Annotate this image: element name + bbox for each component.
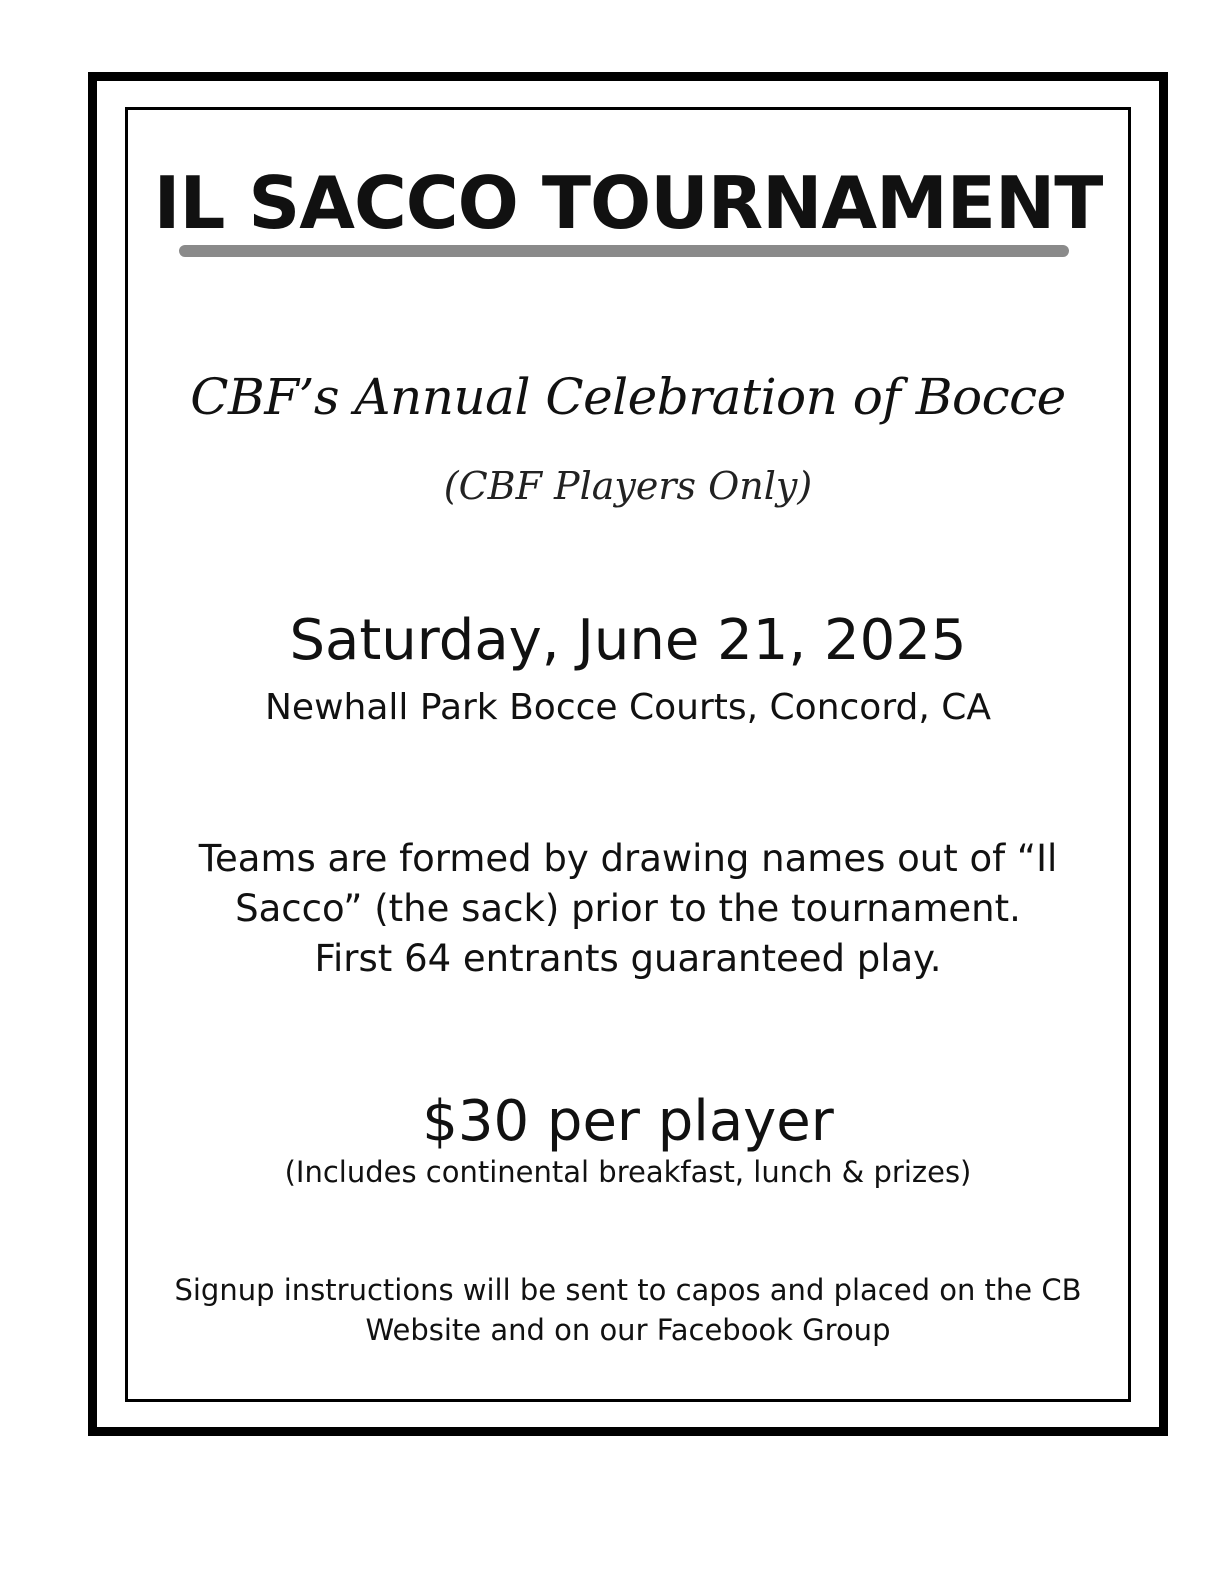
entry-price: $30 per player bbox=[422, 1089, 834, 1154]
signup-line: Website and on our Facebook Group bbox=[365, 1313, 891, 1347]
signup-instructions bbox=[128, 1270, 1128, 1350]
eligibility-note: (CBF Players Only) bbox=[443, 464, 813, 508]
event-date: Saturday, June 21, 2025 bbox=[289, 608, 967, 673]
price-includes-note: (Includes continental breakfast, lunch & prizes) bbox=[284, 1155, 972, 1189]
inner-border bbox=[125, 107, 1131, 1402]
event-location: Newhall Park Bocce Courts, Concord, CA bbox=[265, 687, 991, 728]
page-title: IL SACCO TOURNAMENT bbox=[153, 161, 1103, 245]
teams-line: Teams are formed by drawing names out of “Il bbox=[198, 837, 1058, 880]
teams-line: First 64 entrants guaranteed play. bbox=[314, 937, 942, 980]
event-subtitle: CBF’s Annual Celebration of Bocce bbox=[190, 368, 1066, 426]
teams-description bbox=[128, 834, 1128, 984]
teams-line: Sacco” (the sack) prior to the tournament. bbox=[235, 887, 1021, 930]
signup-line: Signup instructions will be sent to capos and placed on the CB bbox=[174, 1273, 1082, 1307]
title-underline bbox=[179, 245, 1069, 257]
